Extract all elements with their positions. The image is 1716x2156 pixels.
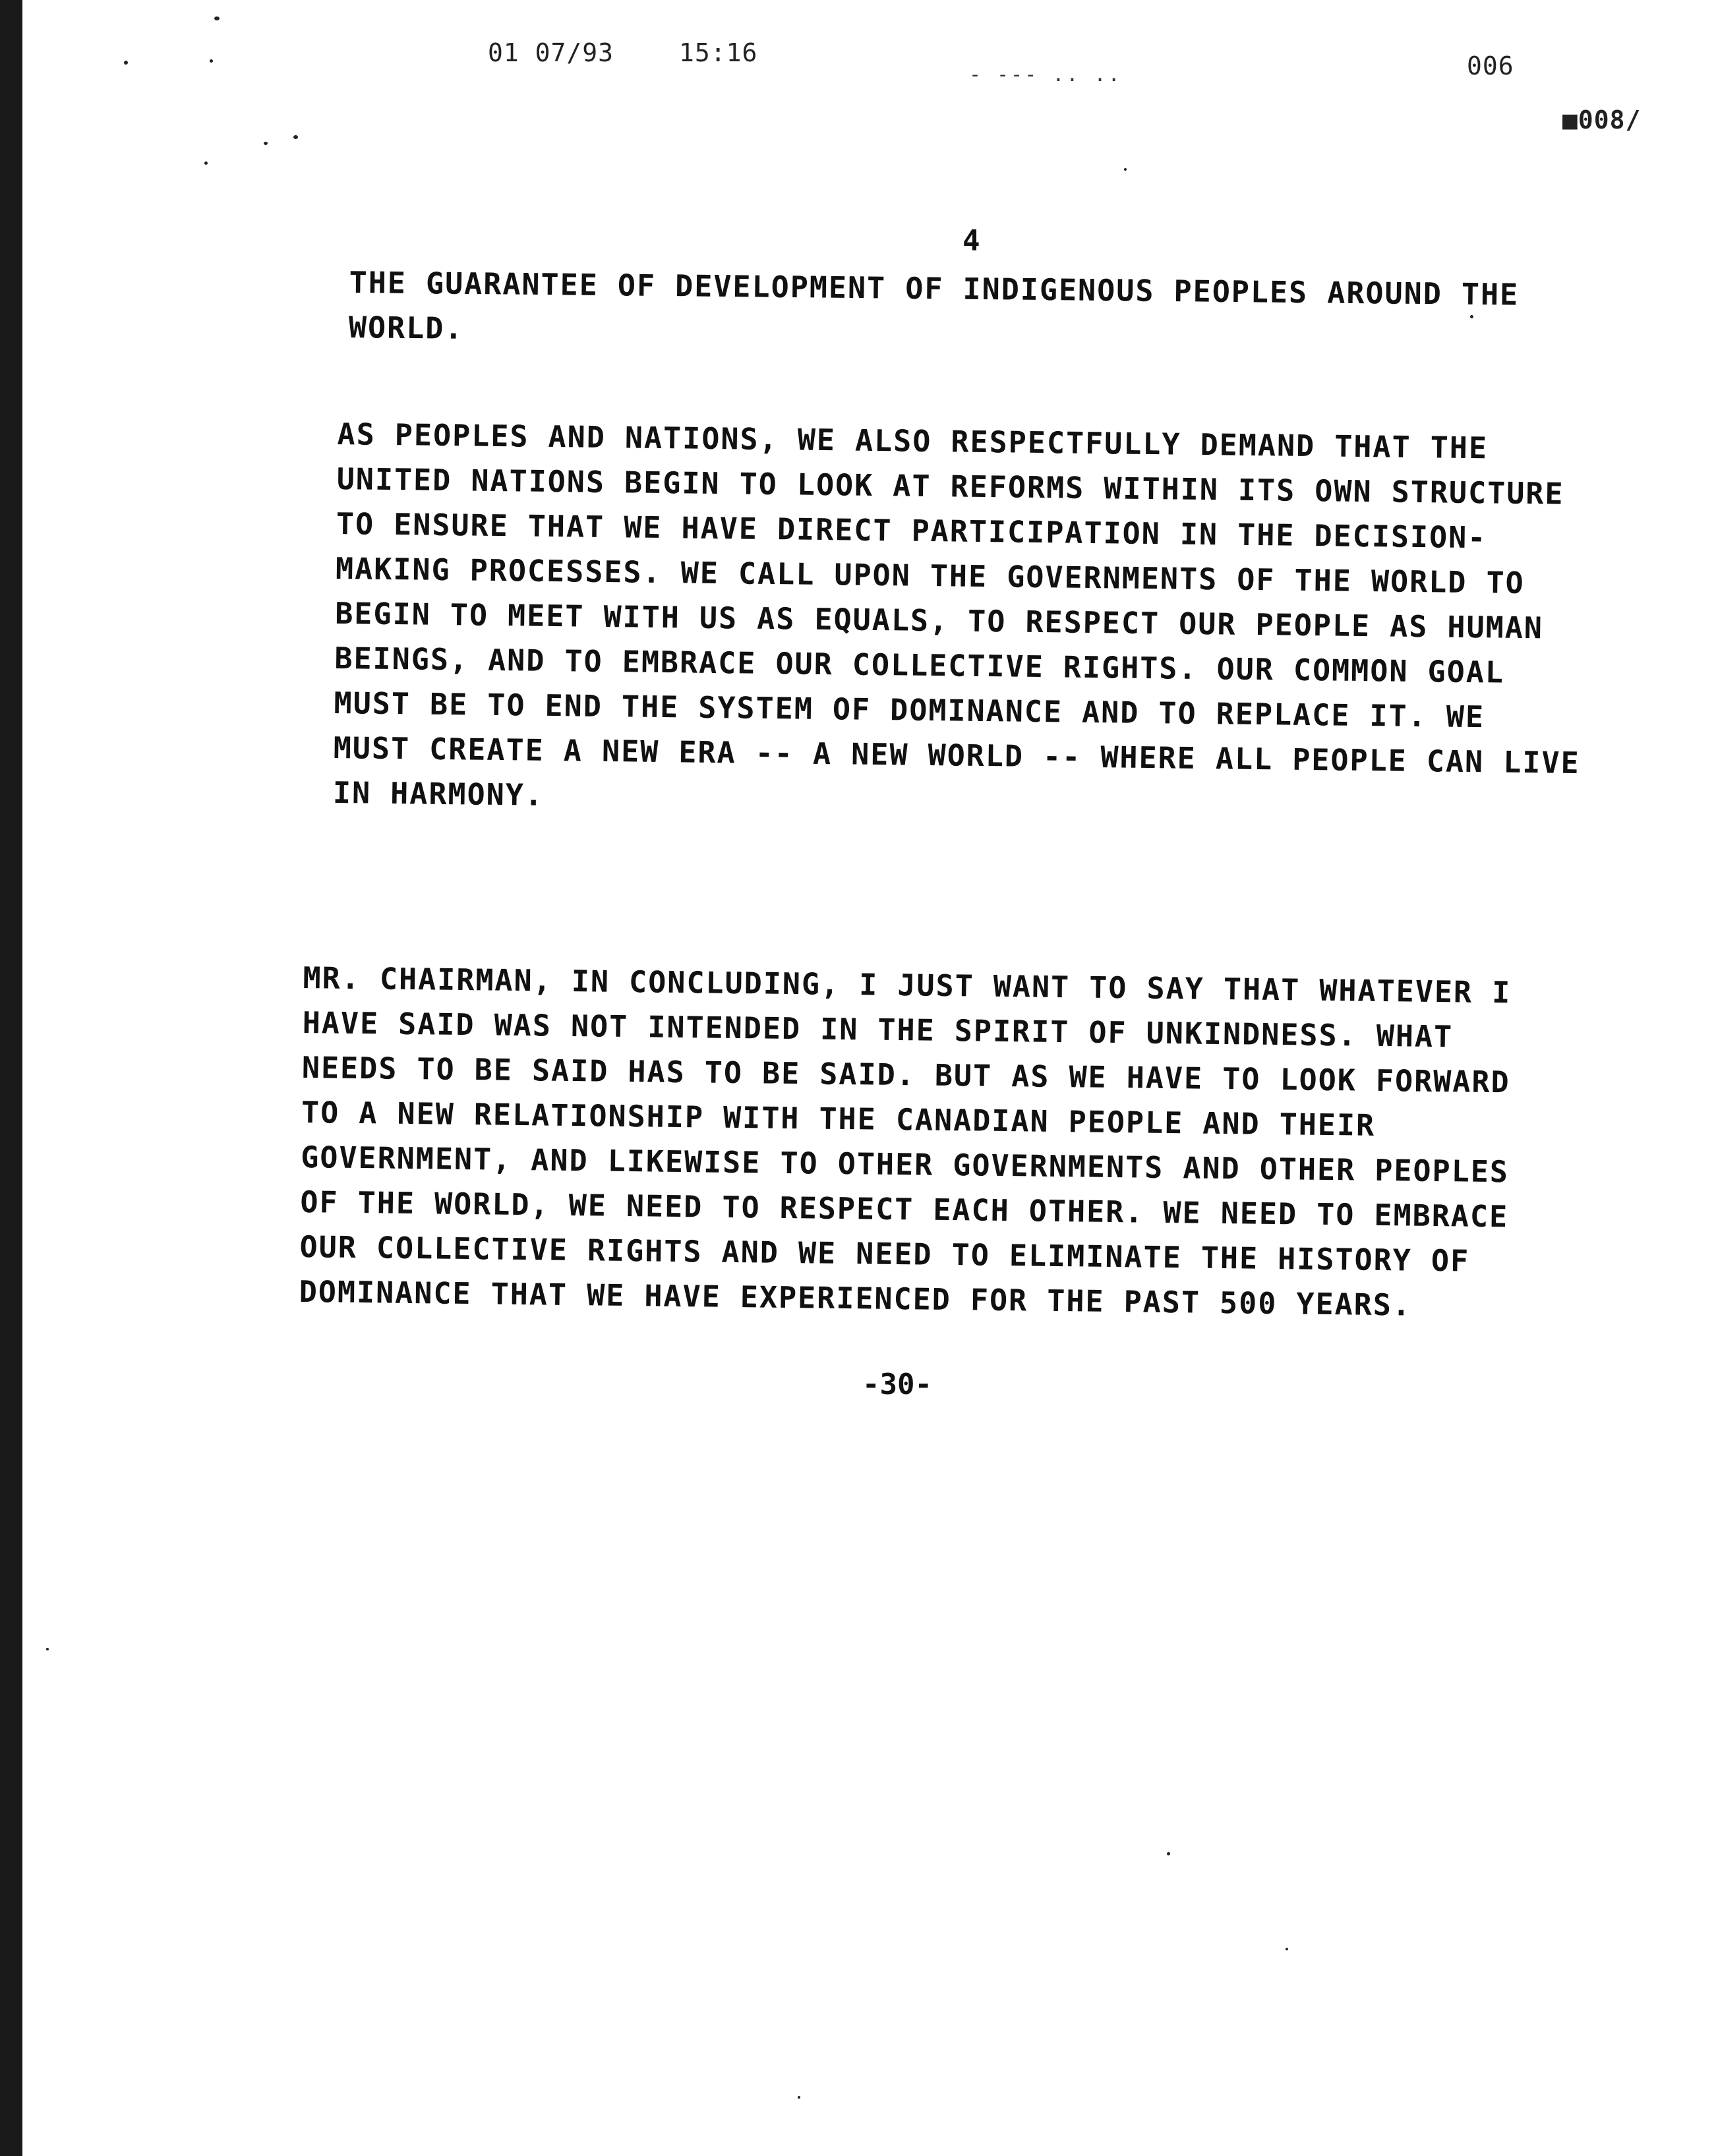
text-line: BEINGS, AND TO EMBRACE OUR COLLECTIVE RIGHTS. OUR COMMON GOAL [334, 640, 1505, 690]
scan-speck [214, 16, 220, 20]
text-line: OF THE WORLD, WE NEED TO RESPECT EACH OTHER. WE NEED TO EMBRACE [300, 1184, 1509, 1235]
fax-page-marker: ■008/ [1562, 105, 1642, 134]
scan-speck [204, 161, 208, 165]
text-line: GOVERNMENT, AND LIKEWISE TO OTHER GOVERNMENTS AND OTHER PEOPLES [300, 1139, 1510, 1190]
fax-header-dashes: - --- .. .. [969, 63, 1122, 86]
scan-speck [46, 1648, 49, 1650]
text-line: THE GUARANTEE OF DEVELOPMENT OF INDIGENOUS PEOPLES AROUND THE [349, 264, 1520, 312]
text-line: NEEDS TO BE SAID HAS TO BE SAID. BUT AS WE HAVE TO LOOK FORWARD [301, 1049, 1510, 1100]
text-line: WORLD. [348, 309, 464, 346]
scan-speck [1167, 1852, 1170, 1855]
scan-left-edge [0, 0, 22, 2156]
text-line: BEGIN TO MEET WITH US AS EQUALS, TO RESPECT OUR PEOPLE AS HUMAN [334, 595, 1544, 646]
scan-speck [798, 2096, 800, 2099]
scan-speck [124, 61, 128, 65]
scan-speck [210, 59, 213, 63]
paragraph [333, 412, 1584, 830]
fax-header-code: 006 [1467, 51, 1514, 80]
text-line: MUST BE TO END THE SYSTEM OF DOMINANCE AND TO REPLACE IT. WE [334, 685, 1485, 735]
fax-header-time: 15:16 [679, 38, 758, 67]
text-line: MAKING PROCESSES. WE CALL UPON THE GOVERNMENTS OF THE WORLD TO [335, 550, 1525, 601]
text-line: MR. CHAIRMAN, IN CONCLUDING, I JUST WANT TO SAY THAT WHATEVER I [303, 960, 1512, 1010]
scan-speck [1124, 168, 1127, 171]
scan-speck [264, 142, 268, 145]
text-line: AS PEOPLES AND NATIONS, WE ALSO RESPECTFULLY DEMAND THAT THE [337, 416, 1489, 466]
text-line: HAVE SAID WAS NOT INTENDED IN THE SPIRIT OF UNKINDNESS. WHAT [302, 1005, 1454, 1055]
text-line: IN HARMONY. [332, 774, 545, 813]
footer-page-number: -30- [862, 1368, 932, 1401]
paragraph [349, 260, 1520, 363]
fax-header-date: 01 07/93 [488, 38, 614, 67]
paragraph [299, 956, 1511, 1329]
text-line: TO A NEW RELATIONSHIP WITH THE CANADIAN PEOPLE AND THEIR [301, 1094, 1376, 1143]
text-line: UNITED NATIONS BEGIN TO LOOK AT REFORMS WITHIN ITS OWN STRUCTURE [336, 461, 1564, 511]
text-line: MUST CREATE A NEW ERA -- A NEW WORLD -- WHERE ALL PEOPLE CAN LIVE [333, 730, 1580, 781]
scan-speck [293, 135, 298, 139]
text-line: TO ENSURE THAT WE HAVE DIRECT PARTICIPATION IN THE DECISION- [336, 506, 1487, 556]
page-number: 4 [962, 224, 980, 258]
text-line: DOMINANCE THAT WE HAVE EXPERIENCED FOR THE PAST 500 YEARS. [299, 1273, 1412, 1323]
scan-speck [1286, 1948, 1288, 1950]
text-line: OUR COLLECTIVE RIGHTS AND WE NEED TO ELIMINATE THE HISTORY OF [299, 1229, 1470, 1279]
